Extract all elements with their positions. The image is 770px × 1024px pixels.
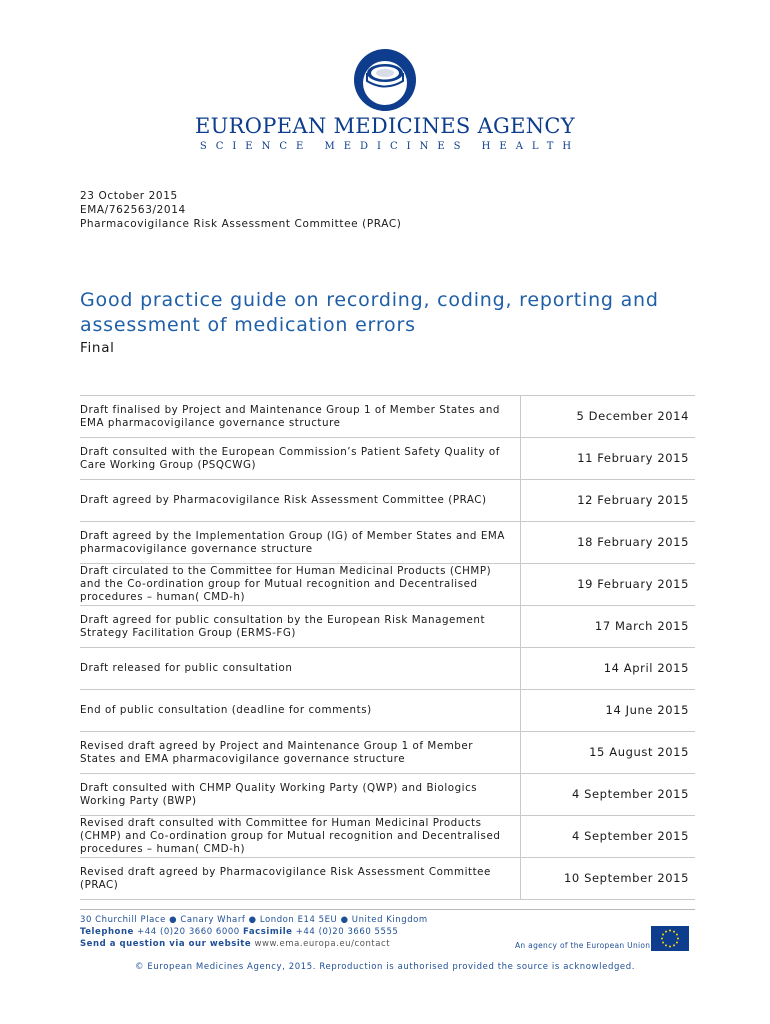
step-cell: Draft agreed by Pharmacovigilance Risk Assessment Committee (PRAC) (80, 480, 520, 522)
date-cell: 17 March 2015 (520, 606, 695, 648)
agency-tagline: SCIENCE MEDICINES HEALTH (199, 141, 581, 152)
eu-star (676, 934, 678, 936)
footer-website-line (80, 938, 428, 950)
table-row (80, 858, 695, 900)
table-row (80, 480, 695, 522)
adoption-history-table (80, 395, 695, 900)
eu-star (665, 944, 667, 946)
date-cell: 10 September 2015 (520, 858, 695, 900)
eu-flag-icon (651, 926, 689, 951)
table-row (80, 774, 695, 816)
step-cell: End of public consultation (deadline for comments) (80, 690, 520, 732)
table-row (80, 690, 695, 732)
date-cell: 4 September 2015 (520, 774, 695, 816)
eu-star (661, 938, 663, 940)
date-cell: 4 September 2015 (520, 816, 695, 858)
date-cell: 14 June 2015 (520, 690, 695, 732)
eu-star (677, 938, 679, 940)
step-cell: Draft circulated to the Committee for Human Medicinal Products (CHMP) and the Co-ordination group for Mutual recognition and Decentralised procedures – human( CMD-h) (80, 564, 520, 606)
step-cell: Draft consulted with CHMP Quality Working Party (QWP) and Biologics Working Party (BWP) (80, 774, 520, 816)
step-cell: Draft finalised by Project and Maintenance Group 1 of Member States and EMA pharmacovigilance governance structure (80, 396, 520, 438)
table-row (80, 522, 695, 564)
date-cell: 18 February 2015 (520, 522, 695, 564)
table-row (80, 648, 695, 690)
date-cell: 19 February 2015 (520, 564, 695, 606)
table-row (80, 564, 695, 606)
step-cell: Draft agreed for public consultation by the European Risk Management Strategy Facilitation Group (ERMS-FG) (80, 606, 520, 648)
eu-star (669, 930, 671, 932)
step-cell: Revised draft consulted with Committee for Human Medicinal Products (CHMP) and Co-ordination group for Mutual recognition and Decentralised procedures – human( CMD-h) (80, 816, 520, 858)
copyright-notice: © European Medicines Agency, 2015. Reproduction is authorised provided the source is acknowledged. (134, 962, 636, 972)
eu-star (665, 931, 667, 933)
table-row (80, 816, 695, 858)
facsimile-label: Facsimile (243, 927, 293, 937)
step-cell: Draft consulted with the European Commission’s Patient Safety Quality of Care Working Group (PSQCWG) (80, 438, 520, 480)
footer-phone-line (80, 926, 428, 938)
date-cell: 14 April 2015 (520, 648, 695, 690)
step-cell: Revised draft agreed by Project and Maintenance Group 1 of Member States and EMA pharmacovigilance governance structure (80, 732, 520, 774)
agency-logo (0, 48, 770, 158)
facsimile-number: +44 (0)20 3660 5555 (295, 927, 399, 937)
telephone-number: +44 (0)20 3660 6000 (137, 927, 240, 937)
step-cell: Revised draft agreed by Pharmacovigilance Risk Assessment Committee (PRAC) (80, 858, 520, 900)
eu-star (673, 944, 675, 946)
telephone-label: Telephone (80, 927, 134, 937)
eu-star (676, 942, 678, 944)
document-reference: EMA/762563/2014 (80, 204, 186, 216)
date-cell: 12 February 2015 (520, 480, 695, 522)
committee-name: Pharmacovigilance Risk Assessment Committee (PRAC) (80, 218, 402, 230)
eu-star (662, 942, 664, 944)
step-cell: Draft agreed by the Implementation Group (IG) of Member States and EMA pharmacovigilance governance structure (80, 522, 520, 564)
table-row (80, 396, 695, 438)
eu-star (673, 931, 675, 933)
website-link[interactable]: www.ema.europa.eu/contact (254, 939, 391, 949)
footer-contact (80, 914, 428, 950)
document-date: 23 October 2015 (80, 190, 178, 202)
eu-agency-note: An agency of the European Union (515, 941, 651, 950)
document-meta (80, 189, 401, 231)
document-status: Final (80, 340, 115, 356)
date-cell: 11 February 2015 (520, 438, 695, 480)
date-cell: 15 August 2015 (520, 732, 695, 774)
footer-divider (80, 909, 695, 910)
table-row (80, 606, 695, 648)
document-title: Good practice guide on recording, coding, reporting and assessment of medication errors (80, 289, 659, 336)
table-row (80, 438, 695, 480)
eu-star (662, 934, 664, 936)
table-row (80, 732, 695, 774)
date-cell: 5 December 2014 (520, 396, 695, 438)
ema-logo-icon (353, 48, 417, 112)
website-label: Send a question via our website (80, 939, 252, 949)
step-cell: Draft released for public consultation (80, 648, 520, 690)
footer-address: 30 Churchill Place ● Canary Wharf ● London E14 5EU ● United Kingdom (80, 915, 428, 925)
eu-star (669, 946, 671, 948)
agency-name: EUROPEAN MEDICINES AGENCY (195, 114, 575, 138)
